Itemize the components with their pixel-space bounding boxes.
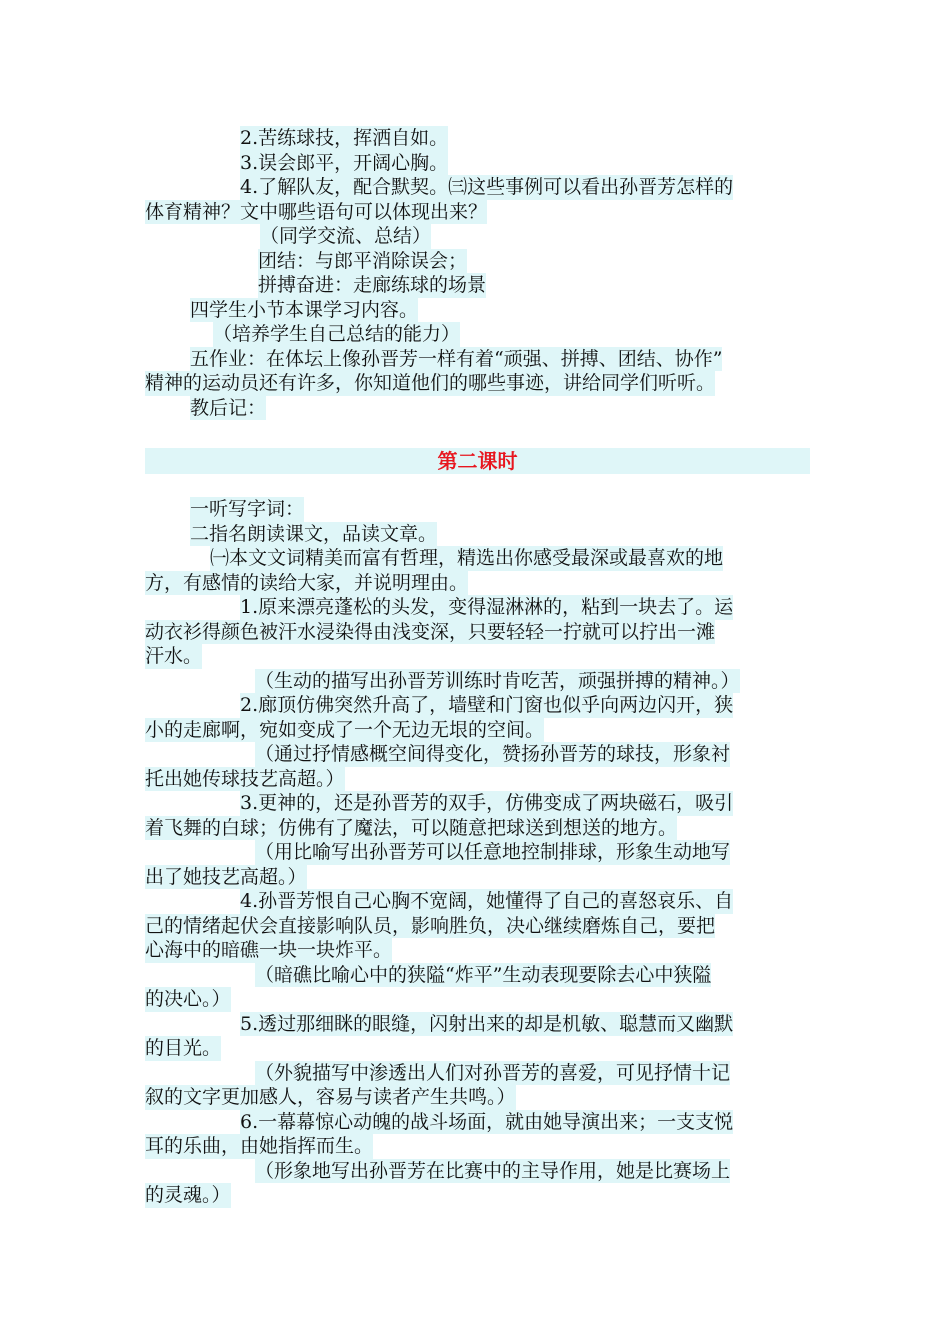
text-line: 一听写字词： <box>190 498 305 520</box>
text-line: 出了她技艺高超。） <box>145 865 307 888</box>
text-line: （培养学生自己总结的能力） <box>213 323 461 345</box>
text-line: 教后记： <box>190 396 267 419</box>
text-line: 托出她传球技艺高超。） <box>145 767 345 790</box>
text-line: 汗水。 <box>145 645 203 667</box>
text-line: （外貌描写中渗透出人们对孙晋芳的喜爱，可见抒情十记 <box>255 1061 731 1084</box>
text-line: 2.苦练球技，挥洒自如。 <box>240 127 449 149</box>
text-line: 3.误会郎平，开阔心胸。 <box>240 151 449 174</box>
text-line: 1.原来漂亮蓬松的头发，变得湿淋淋的，粘到一块去了。运 <box>240 596 734 618</box>
text-line: 4.孙晋芳恨自己心胸不宽阔，她懂得了自己的喜怒哀乐、自 <box>240 890 734 912</box>
text-line: ㈠本文文词精美而富有哲理，精选出你感受最深或最喜欢的地 <box>210 547 724 569</box>
section-1 <box>145 126 810 420</box>
text-line: 的灵魂。） <box>145 1184 231 1206</box>
text-line: 二指名朗读课文，品读文章。 <box>190 522 438 545</box>
text-line: 3.更神的，还是孙晋芳的双手，仿佛变成了两块磁石，吸引 <box>240 792 734 814</box>
text-line: 体育精神？文中哪些语句可以体现出来？ <box>145 200 488 223</box>
lesson-title: 第二课时 <box>145 448 810 474</box>
text-line: 动衣衫得颜色被汗水浸染得由浅变深，只要轻轻一拧就可以拧出一滩 <box>145 620 716 643</box>
text-line: 着飞舞的白球；仿佛有了魔法，可以随意把球送到想送的地方。 <box>145 816 678 839</box>
text-line: 己的情绪起伏会直接影响队员，影响胜负，决心继续磨炼自己，要把 <box>145 914 716 937</box>
text-line: 5.透过那细眯的眼缝，闪射出来的却是机敏、聪慧而又幽默 <box>240 1012 734 1035</box>
section-2 <box>145 497 810 1208</box>
text-line: 方，有感情的读给大家，并说明理由。 <box>145 571 469 594</box>
text-line: 2.廊顶仿佛突然升高了，墙壁和门窗也似乎向两边闪开，狭 <box>240 694 734 716</box>
text-line: 拼搏奋进：走廊练球的场景 <box>258 274 487 296</box>
text-line: 4.了解队友，配合默契。㈢这些事例可以看出孙晋芳怎样的 <box>240 176 734 198</box>
text-line: 的决心。） <box>145 988 231 1010</box>
text-line: 四学生小节本课学习内容。 <box>190 298 419 321</box>
text-line: 的目光。 <box>145 1037 222 1059</box>
text-line: （形象地写出孙晋芳在比赛中的主导作用，她是比赛场上 <box>255 1159 731 1182</box>
text-line: （通过抒情感概空间得变化，赞扬孙晋芳的球技，形象衬 <box>255 743 731 765</box>
text-line: 耳的乐曲，由她指挥而生。 <box>145 1135 374 1157</box>
text-line: 心海中的暗礁一块一块炸平。 <box>145 939 393 961</box>
text-line: 精神的运动员还有许多，你知道他们的哪些事迹，讲给同学们听听。 <box>145 372 716 394</box>
text-line: 小的走廊啊，宛如变成了一个无边无垠的空间。 <box>145 718 545 741</box>
text-line: （生动的描写出孙晋芳训练时肯吃苦，顽强拼搏的精神。） <box>255 669 740 692</box>
text-line: 6.一幕幕惊心动魄的战斗场面，就由她导演出来；一支支悦 <box>240 1110 734 1133</box>
text-line: 五作业：在体坛上像孙晋芳一样有着“顽强、拼搏、团结、协作” <box>190 347 723 370</box>
text-line: （用比喻写出孙晋芳可以任意地控制排球，形象生动地写 <box>255 841 731 863</box>
text-line: （同学交流、总结） <box>260 225 432 247</box>
text-line: （暗礁比喻心中的狭隘“炸平”生动表现要除去心中狭隘 <box>255 963 712 986</box>
text-line: 团结：与郎平消除误会； <box>258 249 468 272</box>
text-line: 叙的文字更加感人，容易与读者产生共鸣。） <box>145 1086 516 1108</box>
